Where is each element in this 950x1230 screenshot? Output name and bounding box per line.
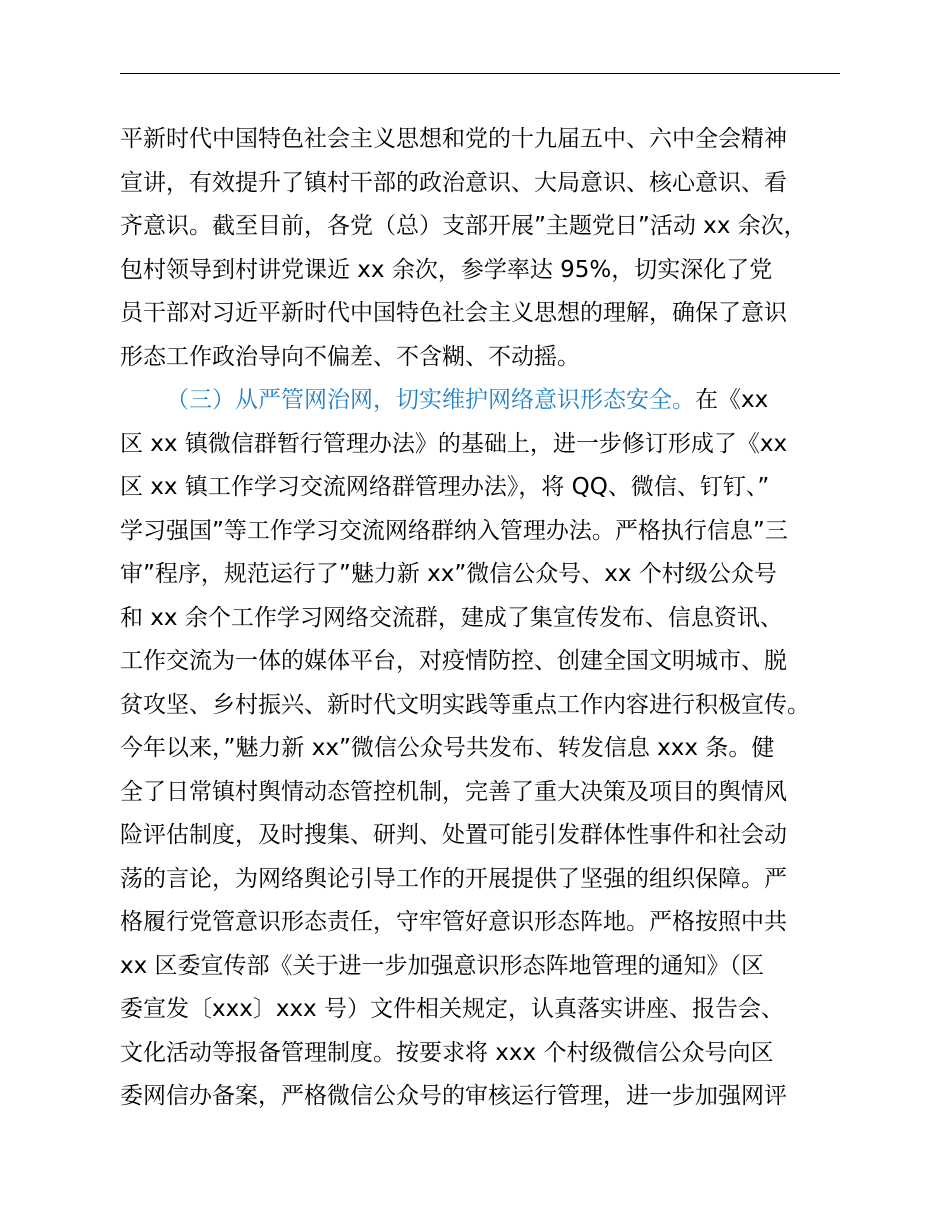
text-line: 委网信办备案，严格微信公众号的审核运行管理，进一步加强网评: [120, 1083, 787, 1109]
text-line: 格履行党管意识形态责任，守牢管好意识形态阵地。严格按照中共: [120, 909, 787, 935]
text-line: 全了日常镇村舆情动态管控机制，完善了重大决策及项目的舆情风: [120, 778, 787, 805]
text-line: 险评估制度，及时搜集、研判、处置可能引发群体性事件和社会动: [120, 822, 787, 848]
section-heading: （三）从严管网治网，切实维护网络意识形态安全。: [166, 387, 695, 413]
text-line: 区 xx 镇微信群暂行管理办法》的基础上，进一步修订形成了《xx: [120, 430, 788, 457]
text-line: 形态工作政治导向不偏差、不含糊、不动摇。: [120, 343, 580, 370]
text-line: 平新时代中国特色社会主义思想和党的十九届五中、六中全会精神: [120, 126, 787, 152]
text-line: 荡的言论，为网络舆论引导工作的开展提供了坚强的组织保障。严: [120, 865, 787, 892]
text-line-continuation: 在《xx: [695, 387, 769, 413]
text-line: 和 xx 余个工作学习网络交流群，建成了集宣传发布、信息资讯、: [120, 604, 783, 631]
text-line: 贫攻坚、乡村振兴、新时代文明实践等重点工作内容进行积极宣传。: [120, 691, 810, 718]
section-heading-line: [120, 379, 850, 423]
text-line: 文化活动等报备管理制度。按要求将 xxx 个村级微信公众号向区: [120, 1039, 774, 1066]
text-line: 员干部对习近平新时代中国特色社会主义思想的理解，确保了意识: [120, 300, 787, 326]
body-text: [120, 118, 850, 1119]
text-line: xx 区委宣传部《关于进一步加强意识形态阵地管理的通知》（区: [120, 952, 765, 979]
text-line: 包村领导到村讲党课近 xx 余次，参学率达 95%，切实深化了党: [120, 256, 773, 283]
text-line: 区 xx 镇工作学习交流网络群管理办法》，将 QQ、微信、钉钉、”: [120, 474, 770, 500]
header-rule: [120, 73, 840, 74]
text-line: 齐意识。截至目前，各党（总）支部开展”主题党日”活动 xx 余次，: [120, 213, 807, 239]
text-line: 今年以来，”魅力新 xx”微信公众号共发布、转发信息 xxx 条。健: [120, 735, 775, 761]
text-line: 宣讲，有效提升了镇村干部的政治意识、大局意识、核心意识、看: [120, 169, 787, 196]
text-line: 委宣发〔xxx〕xxx 号）文件相关规定，认真落实讲座、报告会、: [120, 996, 784, 1022]
text-line: 工作交流为一体的媒体平台，对疫情防控、创建全国文明城市、脱: [120, 648, 787, 674]
text-line: 学习强国”等工作学习交流网络群纳入管理办法。严格执行信息”三: [120, 517, 788, 544]
text-line: 审”程序，规范运行了”魅力新 xx”微信公众号、xx 个村级公众号: [120, 561, 777, 587]
